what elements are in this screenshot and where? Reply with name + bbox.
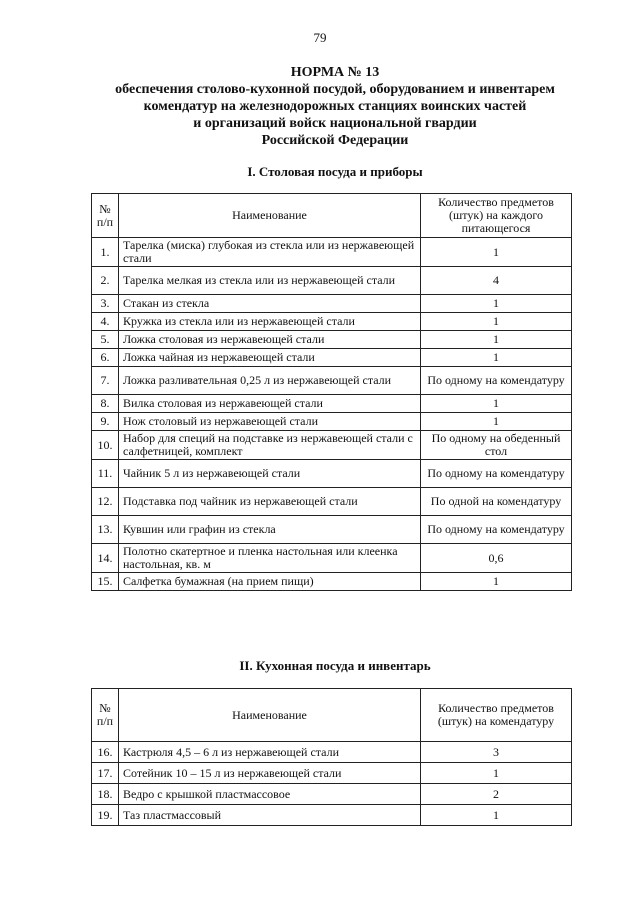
row-number-cell: 7. [92,367,119,395]
item-name-cell: Нож столовый из нержавеющей стали [119,413,421,431]
table-row [92,395,572,413]
row-number-cell: 6. [92,349,119,367]
item-name-cell: Тарелка мелкая из стекла или из нержавеющей стали [119,267,421,295]
table-body [92,238,572,591]
item-name-cell: Полотно скатертное и пленка настольная или клеенка настольная, кв. м [119,544,421,573]
table-header-row [92,689,572,742]
table-row [92,784,572,805]
row-number-cell: 13. [92,516,119,544]
heading-line: комендатур на железнодорожных станциях воинских частей [143,99,527,114]
item-name-cell: Кувшин или графин из стекла [119,516,421,544]
quantity-cell: По одному на комендатуру [421,516,572,544]
row-number-cell: 12. [92,488,119,516]
header-name: Наименование [119,689,421,742]
quantity-cell: 0,6 [421,544,572,573]
row-number-cell: 2. [92,267,119,295]
item-name-cell: Сотейник 10 – 15 л из нержавеющей стали [119,763,421,784]
item-name-cell: Таз пластмассовый [119,805,421,826]
quantity-cell: 1 [421,763,572,784]
item-name-cell: Стакан из стекла [119,295,421,313]
item-name-cell: Ложка столовая из нержавеющей стали [119,331,421,349]
table-row [92,488,572,516]
item-name-cell: Ложка разливательная 0,25 л из нержавеющей стали [119,367,421,395]
row-number-cell: 1. [92,238,119,267]
quantity-cell: 1 [421,313,572,331]
item-name-cell: Салфетка бумажная (на прием пищи) [119,573,421,591]
quantity-cell: 2 [421,784,572,805]
heading-line: Российской Федерации [261,133,409,148]
row-number-cell: 3. [92,295,119,313]
quantity-cell: 1 [421,413,572,431]
table-row [92,763,572,784]
header-name: Наименование [119,194,421,238]
row-number-cell: 15. [92,573,119,591]
quantity-cell: По одному на обеденный стол [421,431,572,460]
table-row [92,267,572,295]
row-number-cell: 17. [92,763,119,784]
row-number-cell: 19. [92,805,119,826]
row-number-cell: 14. [92,544,119,573]
table-row [92,431,572,460]
quantity-cell: 1 [421,349,572,367]
table-row [92,460,572,488]
quantity-cell: 1 [421,805,572,826]
item-name-cell: Кастрюля 4,5 – 6 л из нержавеющей стали [119,742,421,763]
quantity-cell: 3 [421,742,572,763]
item-name-cell: Набор для специй на подставке из нержавеющей стали с салфетницей, комплект [119,431,421,460]
quantity-cell: 1 [421,331,572,349]
header-qty: Количество предметов (штук) на каждого питающегося [421,194,572,238]
table-row [92,367,572,395]
item-name-cell: Кружка из стекла или из нержавеющей стали [119,313,421,331]
table-row [92,805,572,826]
quantity-cell: 1 [421,395,572,413]
document-heading [60,64,610,149]
row-number-cell: 10. [92,431,119,460]
table-header-row [92,194,572,238]
item-name-cell: Ложка чайная из нержавеющей стали [119,349,421,367]
heading-line: и организаций войск национальной гвардии [193,116,477,131]
heading-line: обеспечения столово-кухонной посудой, оборудованием и инвентарем [115,82,555,97]
quantity-cell: По одному на комендатуру [421,367,572,395]
item-name-cell: Тарелка (миска) глубокая из стекла или из нержавеющей стали [119,238,421,267]
table-row [92,331,572,349]
section-1-title: I. Столовая посуда и приборы [247,164,423,179]
row-number-cell: 5. [92,331,119,349]
table-row [92,349,572,367]
quantity-cell: 1 [421,238,572,267]
section-2-title: II. Кухонная посуда и инвентарь [239,658,431,673]
table-row [92,413,572,431]
row-number-cell: 4. [92,313,119,331]
quantity-cell: По одному на комендатуру [421,460,572,488]
row-number-cell: 18. [92,784,119,805]
table-row [92,544,572,573]
quantity-cell: 4 [421,267,572,295]
item-name-cell: Чайник 5 л из нержавеющей стали [119,460,421,488]
table-row [92,573,572,591]
table-kitchenware [91,688,572,826]
table-tableware [91,193,572,591]
table-row [92,295,572,313]
header-qty: Количество предметов (штук) на комендатуру [421,689,572,742]
row-number-cell: 9. [92,413,119,431]
quantity-cell: По одной на комендатуру [421,488,572,516]
table-row [92,742,572,763]
row-number-cell: 16. [92,742,119,763]
table-body [92,742,572,826]
header-num: № п/п [92,194,119,238]
table-row [92,238,572,267]
page-number: 79 [313,30,327,45]
row-number-cell: 8. [92,395,119,413]
item-name-cell: Вилка столовая из нержавеющей стали [119,395,421,413]
table-row [92,313,572,331]
item-name-cell: Подставка под чайник из нержавеющей стали [119,488,421,516]
header-num: № п/п [92,689,119,742]
quantity-cell: 1 [421,573,572,591]
quantity-cell: 1 [421,295,572,313]
item-name-cell: Ведро с крышкой пластмассовое [119,784,421,805]
heading-title: НОРМА № 13 [290,65,380,80]
table-row [92,516,572,544]
row-number-cell: 11. [92,460,119,488]
